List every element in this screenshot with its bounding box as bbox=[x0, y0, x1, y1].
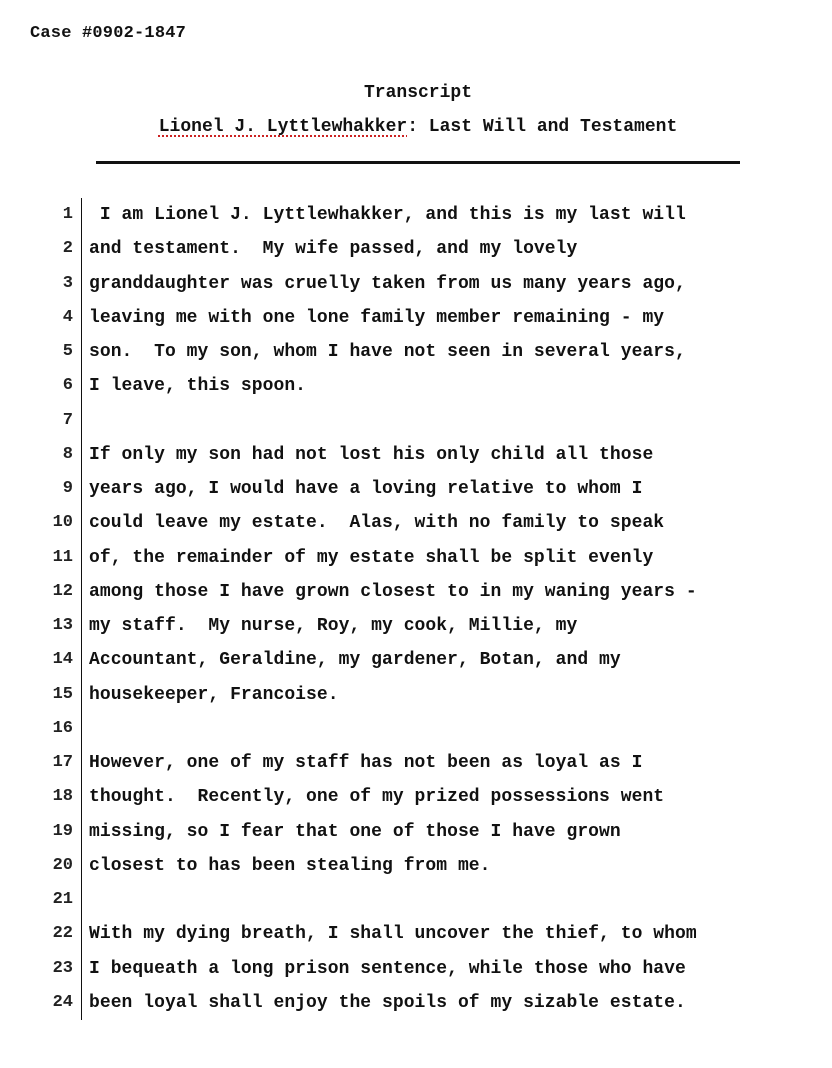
line-number: 13 bbox=[52, 616, 73, 635]
line-text: I leave, this spoon. bbox=[89, 376, 307, 397]
transcript-line bbox=[0, 986, 832, 1020]
transcript-line bbox=[0, 267, 832, 301]
line-text: granddaughter was cruelly taken from us many years ago, bbox=[89, 273, 686, 294]
subtitle-rest: : Last Will and Testament bbox=[407, 117, 678, 137]
line-number: 4 bbox=[62, 307, 73, 327]
line-number: 15 bbox=[52, 684, 73, 704]
line-number: 9 bbox=[62, 479, 73, 498]
transcript-line bbox=[0, 335, 832, 369]
line-number: 21 bbox=[52, 890, 73, 909]
transcript-line bbox=[0, 643, 832, 677]
line-number: 5 bbox=[62, 342, 73, 361]
header-divider bbox=[96, 161, 740, 164]
line-text: leaving me with one lone family member remaining - my bbox=[89, 307, 665, 328]
line-text: years ago, I would have a loving relative to whom I bbox=[89, 479, 643, 499]
line-number: 20 bbox=[52, 855, 73, 875]
line-text: If only my son had not lost his only child all those bbox=[89, 444, 654, 465]
line-number: 23 bbox=[52, 958, 73, 978]
line-text: been loyal shall enjoy the spoils of my sizable estate. bbox=[89, 992, 686, 1013]
transcript-line bbox=[0, 369, 832, 403]
line-number: 3 bbox=[62, 273, 73, 293]
line-text: and testament. My wife passed, and my lovely bbox=[89, 239, 578, 260]
transcript-line bbox=[0, 952, 832, 986]
line-number: 24 bbox=[52, 992, 73, 1012]
line-number: 12 bbox=[52, 581, 73, 601]
line-text: I bequeath a long prison sentence, while those who have bbox=[89, 958, 686, 979]
line-text: With my dying breath, I shall uncover the thief, to whom bbox=[89, 924, 697, 945]
line-number: 19 bbox=[52, 821, 73, 841]
line-number: 2 bbox=[62, 239, 73, 259]
line-text: of, the remainder of my estate shall be split evenly bbox=[89, 547, 654, 568]
line-text: thought. Recently, one of my prized possessions went bbox=[89, 787, 665, 808]
transcript-line bbox=[0, 678, 832, 712]
line-number: 1 bbox=[62, 205, 73, 224]
transcript-line bbox=[0, 301, 832, 335]
transcript-line bbox=[0, 404, 832, 438]
transcript-line bbox=[0, 438, 832, 472]
transcript-line bbox=[0, 815, 832, 849]
transcript-line bbox=[0, 849, 832, 883]
line-number: 6 bbox=[62, 376, 73, 396]
transcript-line bbox=[0, 541, 832, 575]
line-text: among those I have grown closest to in my waning years - bbox=[89, 581, 697, 602]
line-number: 22 bbox=[52, 924, 73, 944]
transcript-body bbox=[0, 198, 832, 1020]
subtitle-name-misspelled: Lionel J. Lyttlewhakker bbox=[158, 117, 408, 137]
line-text: closest to has been stealing from me. bbox=[89, 855, 491, 876]
line-text: I am Lionel J. Lyttlewhakker, and this is my last will bbox=[89, 205, 686, 225]
line-number: 8 bbox=[62, 444, 73, 464]
transcript-line bbox=[0, 746, 832, 780]
transcript-line bbox=[0, 198, 832, 232]
transcript-line bbox=[0, 609, 832, 643]
line-text: However, one of my staff has not been as loyal as I bbox=[89, 753, 643, 773]
transcript-line bbox=[0, 883, 832, 917]
line-number: 7 bbox=[62, 410, 73, 430]
transcript-line bbox=[0, 780, 832, 814]
line-text: Accountant, Geraldine, my gardener, Botan, and my bbox=[89, 650, 621, 671]
line-number: 16 bbox=[52, 718, 73, 738]
line-number: 17 bbox=[52, 753, 73, 772]
document-title: Transcript bbox=[363, 83, 473, 103]
line-text: missing, so I fear that one of those I have grown bbox=[89, 821, 621, 842]
line-number: 11 bbox=[52, 547, 73, 567]
transcript-line bbox=[0, 575, 832, 609]
transcript-line bbox=[0, 506, 832, 540]
document-subtitle bbox=[0, 117, 832, 137]
line-text: housekeeper, Francoise. bbox=[89, 684, 339, 705]
line-text: could leave my estate. Alas, with no family to speak bbox=[89, 513, 665, 534]
transcript-line bbox=[0, 232, 832, 266]
line-number: 14 bbox=[52, 650, 73, 670]
line-number: 10 bbox=[52, 513, 73, 533]
line-text: son. To my son, whom I have not seen in several years, bbox=[89, 342, 686, 362]
line-text: my staff. My nurse, Roy, my cook, Millie, my bbox=[89, 616, 578, 636]
transcript-line bbox=[0, 472, 832, 506]
line-number: 18 bbox=[52, 787, 73, 807]
case-number: Case #0902-1847 bbox=[30, 24, 187, 43]
transcript-line bbox=[0, 917, 832, 951]
transcript-line bbox=[0, 712, 832, 746]
